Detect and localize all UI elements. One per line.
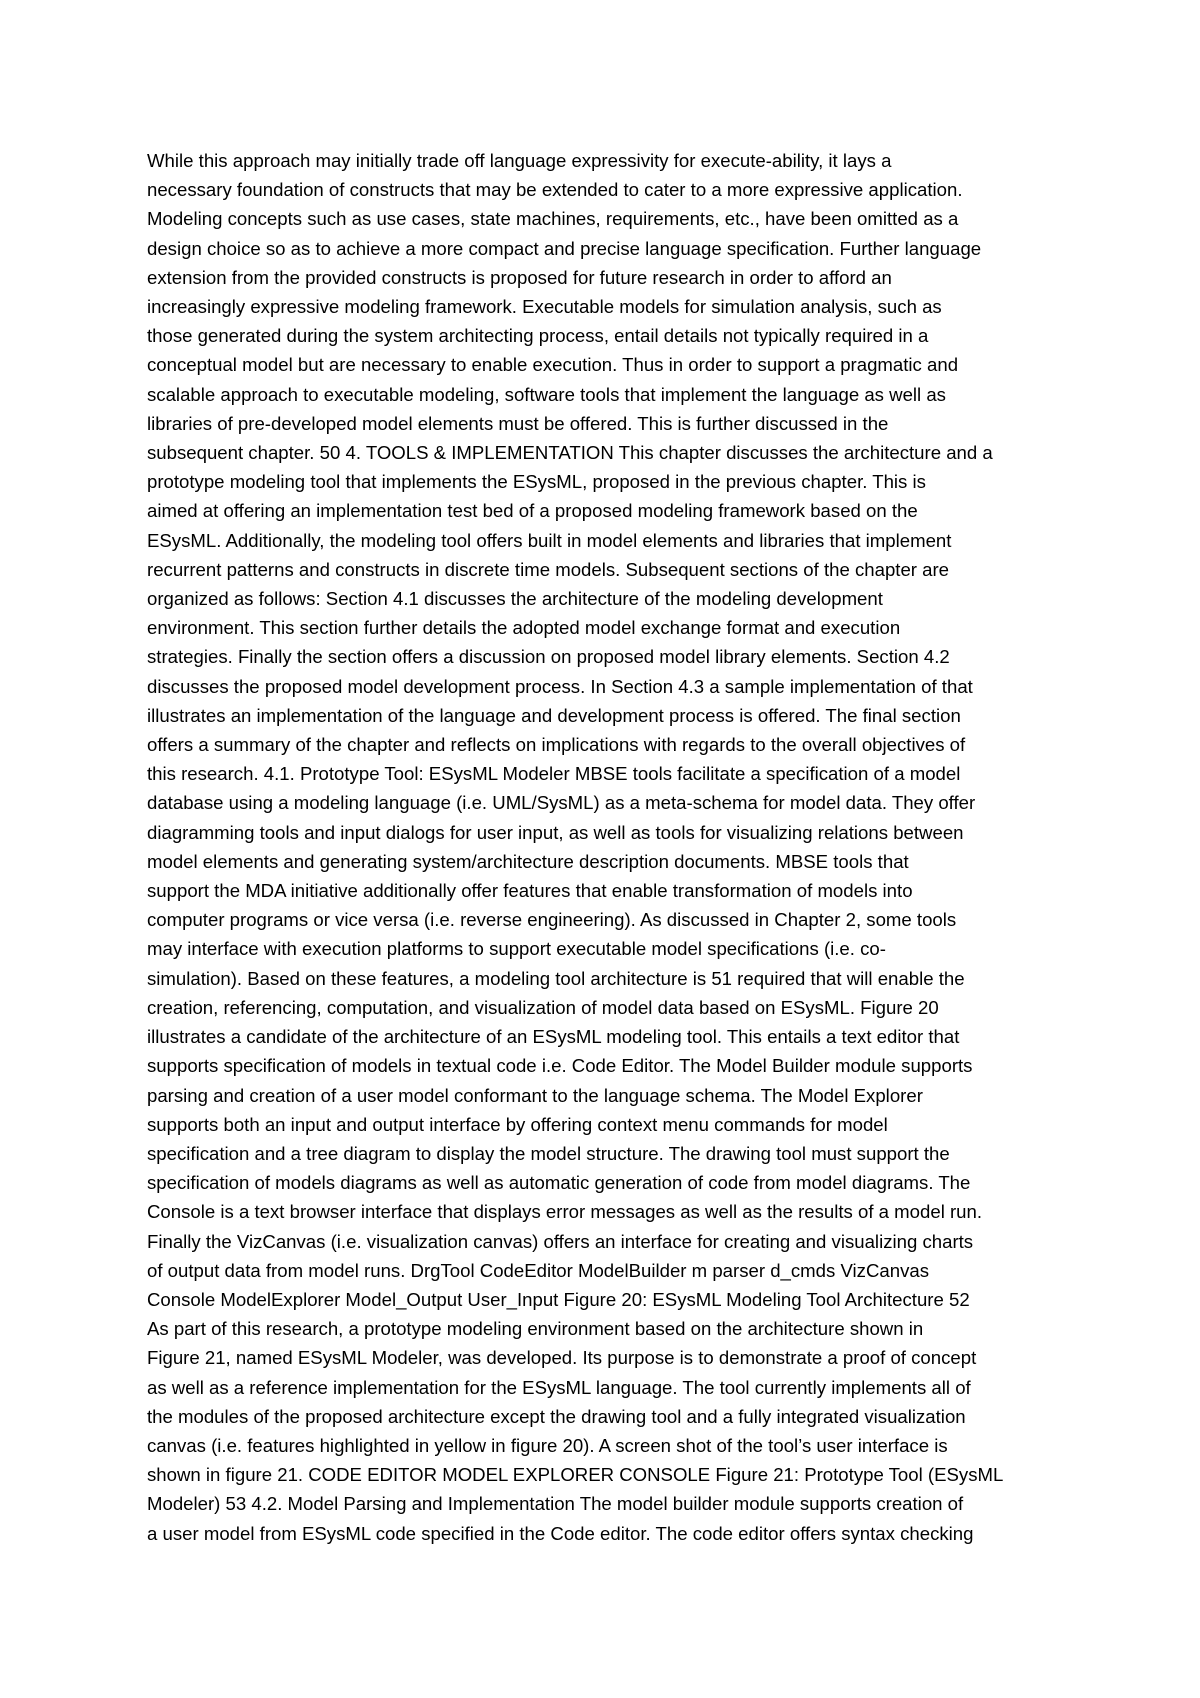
text-line: Figure 21, named ESysML Modeler, was developed. Its purpose is to demonstrate a proof of concept <box>147 1347 977 1369</box>
text-line: simulation). Based on these features, a modeling tool architecture is 51 required that will enable the <box>147 967 965 989</box>
text-line: conceptual model but are necessary to enable execution. Thus in order to support a pragmatic and <box>147 354 959 376</box>
text-line: subsequent chapter. 50 4. TOOLS & IMPLEMENTATION This chapter discusses the architecture and a <box>147 442 993 464</box>
text-line: supports both an input and output interface by offering context menu commands for model <box>147 1113 888 1135</box>
text-line: a user model from ESysML code specified in the Code editor. The code editor offers syntax checking <box>147 1522 974 1544</box>
text-line: database using a modeling language (i.e. UML/SysML) as a meta-schema for model data. They offer <box>147 792 976 814</box>
text-line: increasingly expressive modeling framework. Executable models for simulation analysis, such as <box>147 296 942 318</box>
text-line: computer programs or vice versa (i.e. reverse engineering). As discussed in Chapter 2, some tools <box>147 909 957 931</box>
text-line: organized as follows: Section 4.1 discusses the architecture of the modeling development <box>147 588 883 610</box>
text-line: the modules of the proposed architecture except the drawing tool and a fully integrated visualization <box>147 1405 966 1427</box>
text-line: scalable approach to executable modeling, software tools that implement the language as well as <box>147 383 946 405</box>
text-line: supports specification of models in textual code i.e. Code Editor. The Model Builder module supports <box>147 1055 973 1077</box>
text-line: necessary foundation of constructs that may be extended to cater to a more expressive application. <box>147 179 963 201</box>
text-line: creation, referencing, computation, and visualization of model data based on ESysML. Figure 20 <box>147 996 939 1018</box>
text-line: of output data from model runs. DrgTool CodeEditor ModelBuilder m parser d_cmds VizCanvas <box>147 1259 929 1281</box>
text-line: parsing and creation of a user model conformant to the language schema. The Model Explorer <box>147 1084 923 1106</box>
text-line: illustrates a candidate of the architecture of an ESysML modeling tool. This entails a text editor that <box>147 1026 960 1048</box>
text-line: Console ModelExplorer Model_Output User_Input Figure 20: ESysML Modeling Tool Architecture 52 <box>147 1288 970 1310</box>
text-line: support the MDA initiative additionally offer features that enable transformation of models into <box>147 880 913 902</box>
text-line: aimed at offering an implementation test bed of a proposed modeling framework based on the <box>147 500 918 522</box>
text-line: specification and a tree diagram to display the model structure. The drawing tool must support the <box>147 1142 950 1164</box>
text-line: Modeling concepts such as use cases, state machines, requirements, etc., have been omitted as a <box>147 208 959 230</box>
text-line: those generated during the system architecting process, entail details not typically required in a <box>147 325 929 347</box>
text-line: environment. This section further details the adopted model exchange format and execution <box>147 617 901 639</box>
text-line: ESysML. Additionally, the modeling tool offers built in model elements and libraries that implement <box>147 529 952 551</box>
text-line: as well as a reference implementation for the ESysML language. The tool currently implements all of <box>147 1376 971 1398</box>
text-line: As part of this research, a prototype modeling environment based on the architecture shown in <box>147 1318 924 1340</box>
text-line: recurrent patterns and constructs in discrete time models. Subsequent sections of the chapter are <box>147 558 950 580</box>
text-line: Modeler) 53 4.2. Model Parsing and Implementation The model builder module supports creation of <box>147 1493 964 1515</box>
text-line: discusses the proposed model development process. In Section 4.3 a sample implementation of that <box>147 675 973 697</box>
text-line: extension from the provided constructs is proposed for future research in order to afford an <box>147 266 892 288</box>
text-line: libraries of pre-developed model elements must be offered. This is further discussed in the <box>147 412 889 434</box>
text-line: may interface with execution platforms to support executable model specifications (i.e. co- <box>147 938 886 960</box>
text-line: specification of models diagrams as well as automatic generation of code from model diagrams. The <box>147 1172 971 1194</box>
text-line: illustrates an implementation of the language and development process is offered. The final section <box>147 704 961 726</box>
text-line: strategies. Finally the section offers a discussion on proposed model library elements. Section 4.2 <box>147 646 950 668</box>
text-line: Console is a text browser interface that displays error messages as well as the results of a model run. <box>147 1201 983 1223</box>
body-text <box>147 146 1077 1548</box>
text-line: prototype modeling tool that implements the ESysML, proposed in the previous chapter. This is <box>147 471 926 493</box>
text-line: While this approach may initially trade off language expressivity for execute-ability, it lays a <box>147 150 892 171</box>
text-line: this research. 4.1. Prototype Tool: ESysML Modeler MBSE tools facilitate a specification of a model <box>147 763 961 785</box>
text-line: diagramming tools and input dialogs for user input, as well as tools for visualizing relations between <box>147 821 964 843</box>
text-line: design choice so as to achieve a more compact and precise language specification. Further language <box>147 237 982 259</box>
text-line: model elements and generating system/architecture description documents. MBSE tools that <box>147 850 909 872</box>
text-line: offers a summary of the chapter and reflects on implications with regards to the overall objectives of <box>147 734 966 756</box>
text-line: shown in figure 21. CODE EDITOR MODEL EXPLORER CONSOLE Figure 21: Prototype Tool (ESysML <box>147 1464 1004 1486</box>
text-line: Finally the VizCanvas (i.e. visualization canvas) offers an interface for creating and visualizing charts <box>147 1230 974 1252</box>
text-line: canvas (i.e. features highlighted in yellow in figure 20). A screen shot of the tool’s user interface is <box>147 1434 948 1456</box>
